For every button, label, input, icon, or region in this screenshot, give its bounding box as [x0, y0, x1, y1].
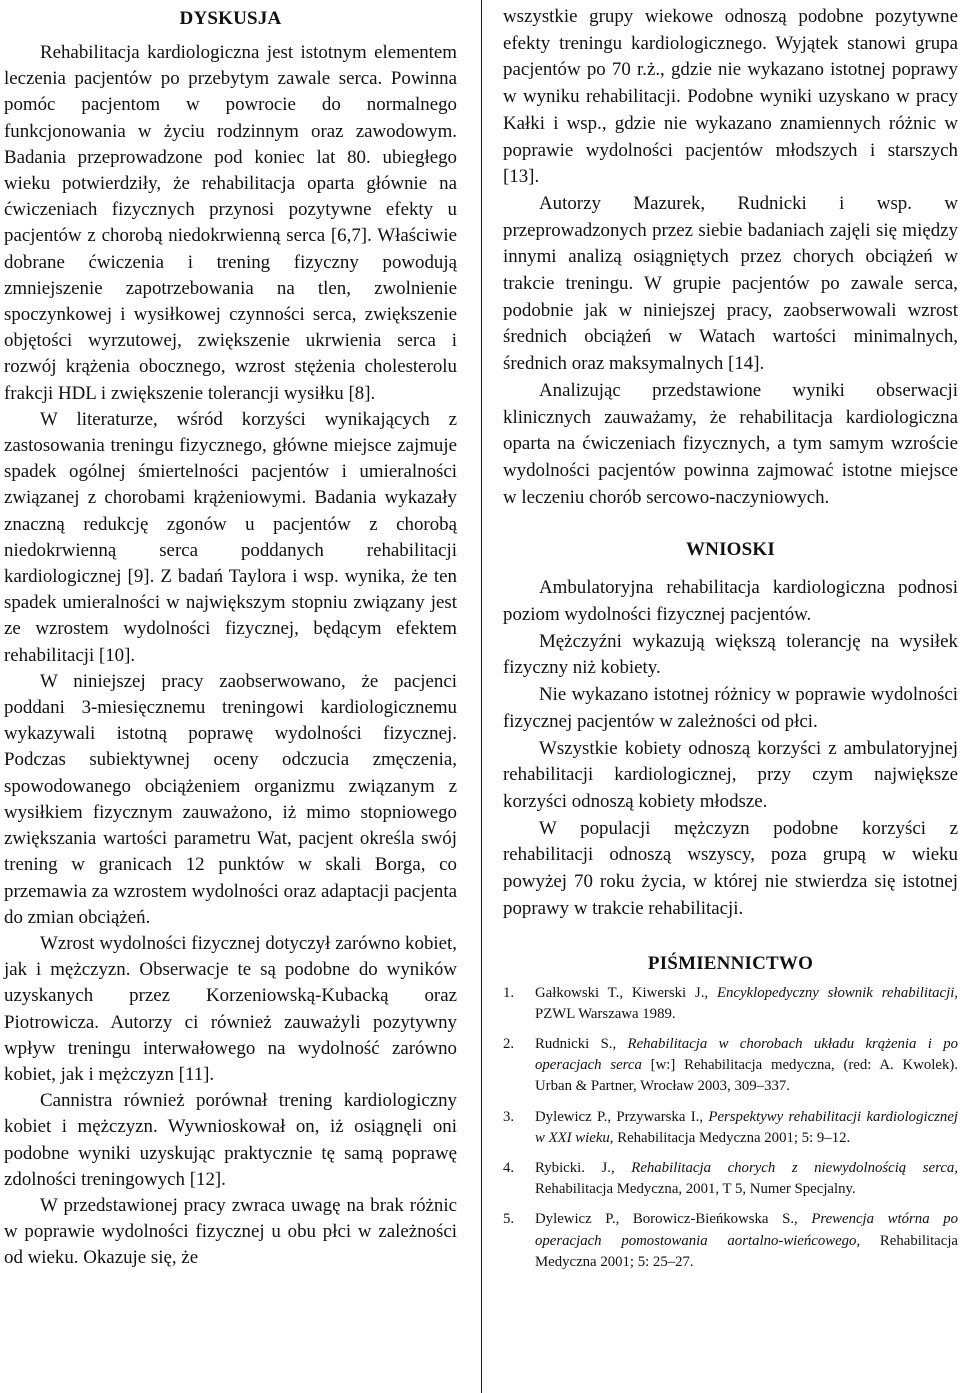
references-heading: PIŚMIENNICTWO	[647, 952, 814, 974]
reference-number: 1.	[503, 984, 515, 1001]
reference-number: 5.	[503, 1211, 515, 1228]
spacer	[503, 561, 958, 575]
reference-source: Rehabilitacja Medyczna, 2001, T 5, Numer Specjalny.	[535, 1181, 856, 1198]
spacer	[503, 511, 958, 539]
column-divider	[481, 0, 482, 1393]
reference-source: [w:] Rehabilitacja medyczna, (red: A. Kwolek). Urban & Partner, Wrocław 2003, 309–337.	[535, 1057, 959, 1095]
reference-source: PZWL Warszawa 1989.	[535, 1005, 676, 1022]
reference-authors: Dylewicz P., Borowicz-Bieńkowska S.,	[535, 1211, 812, 1228]
discussion-paragraph: Wzrost wydolności fizycznej dotyczył zarówno kobiet, jak i mężczyzn. Obserwacje te są podobne do wyników uzyskanych przez Korzeniowską-Kubacką oraz Piotrowicza. Autorzy ci również zauważyli pozytywny wpływ treningu interwałowego na wydolność zarówno kobiet, jak i mężczyzn [11].	[4, 932, 457, 1085]
right-column	[503, 4, 958, 1282]
spacer	[503, 923, 958, 953]
discussion-paragraph: W niniejszej pracy zaobserwowano, że pacjenci poddani 3-miesięcznemu treningowi kardiologicznemu wykazywali istotną poprawę wydolności fizycznej. Podczas subiektywnej oceny odczucia zmęczenia, spowodowanego obciążeniem organizmu związanym z wysiłkiem fizycznym zauważono, iż mimo stopniowego zwiększania wartości parametru Wat, pacjent określa swój trening w granicach 12 punktów w skali Borga, co przemawia za wzrostem wydolności oraz adaptacji pacjenta do zmian obciążeń.	[4, 670, 457, 928]
reference-title: Rehabilitacja chorych z niewydolnością serca,	[631, 1159, 958, 1176]
reference-number: 4.	[503, 1159, 515, 1176]
reference-number: 2.	[503, 1035, 515, 1052]
reference-number: 3.	[503, 1108, 515, 1125]
reference-source: Rehabilitacja Medyczna 2001; 5: 25–27.	[535, 1232, 958, 1270]
reference-title: Encyklopedyczny słownik rehabilitacji,	[716, 984, 958, 1001]
discussion-paragraph: W literaturze, wśród korzyści wynikających z zastosowania treningu fizycznego, główne miejsce zajmuje spadek ogólnej śmiertelności pacjentów i umieralności związanej z chorobami krążeniowymi. Badania wykazały znaczną redukcję zgonów u pacjentów z chorobą niedokrwienną serca poddanych rehabilitacji kardiologicznej [9]. Z badań Taylora i wsp. wynika, że ten spadek umieralności w największym stopniu związany jest ze wzrostem wydolności fizycznej, będącym efektem rehabilitacji [10].	[4, 408, 457, 666]
discussion-paragraph-continued: wszystkie grupy wiekowe odnoszą podobne pozytywne efekty treningu kardiologicznego. Wyjątek stanowi grupa pacjentów po 70 r.ż., gdzie nie wykazano istotnej poprawy w wyniku rehabilitacji. Podobne wyniki uzyskano w pracy Kałki i wsp., gdzie nie wykazano znamiennych różnic w poprawie wydolności pacjentów młodszych i starszych [13].	[503, 6, 958, 188]
reference-authors: Rybicki. J.,	[535, 1159, 632, 1176]
conclusions-heading: WNIOSKI	[685, 539, 776, 561]
conclusion-item: W populacji mężczyzn podobne korzyści z rehabilitacji odnoszą wszyscy, poza grupą w wieku powyżej 70 roku życia, w której nie stwierdza się istotnej poprawy w trakcie rehabilitacji.	[503, 817, 958, 919]
discussion-paragraph: Autorzy Mazurek, Rudnicki i wsp. w przeprowadzonych przez siebie badaniach zajęli się między innymi analizą osiągniętych przez chorych obciążeń w trakcie treningu. W grupie pacjentów po zawale serca, podobnie jak w niniejszej pracy, zaobserwowali wzrost średnich obciążeń w Watach wartości minimalnych, średnich oraz maksymalnych [14].	[503, 192, 958, 375]
reference-item	[503, 1158, 958, 1200]
discussion-paragraph: Rehabilitacja kardiologiczna jest istotnym elementem leczenia pacjentów po przebytym zawale serca. Powinna pomóc pacjentom w powrocie do normalnego funkcjonowania w życiu rodzinnym oraz zawodowym. Badania przeprowadzone pod koniec lat 80. ubiegłego wieku potwierdziły, że rehabilitacja oparta głównie na ćwiczeniach fizycznych przynosi pozytywne efekty u pacjentów z chorobą niedokrwienną serca [6,7]. Właściwie dobrane ćwiczenia i trening fizyczny powodują zmniejszenie zapotrzebowania na tlen, zwolnienie spoczynkowej i wysiłkowej czynności serca, zwiększenie objętości wyrzutowej, zwiększenie ukrwienia serca i rozwój krążenia obocznego, wzrost stężenia cholesterolu frakcji HDL i zwiększenie tolerancji wysiłku [8].	[4, 42, 457, 404]
reference-item	[503, 1107, 958, 1149]
conclusion-item: Nie wykazano istotnej różnicy w poprawie wydolności fizycznej pacjentów w zależności od płci.	[503, 684, 958, 732]
discussion-paragraph: Analizując przedstawione wyniki obserwacji klinicznych zauważamy, że rehabilitacja kardiologiczna oparta na ćwiczeniach fizycznych, a tym samym wzroście wydolności pacjentów powinna zajmować istotne miejsce w leczeniu chorób sercowo-naczyniowych.	[503, 379, 958, 508]
discussion-paragraph: Cannistra również porównał trening kardiologiczny kobiet i mężczyzn. Wywnioskował on, iż osiągnęli oni podobne wyniki uzyskując praktycznie tę samą poprawę zdolności treningowych [12].	[4, 1090, 457, 1190]
reference-title: Rehabilitacja w chorobach układu krążenia i po operacjach serca	[535, 1035, 958, 1074]
references-list	[503, 983, 958, 1273]
left-column	[4, 4, 457, 1272]
reference-authors: Gałkowski T., Kiwerski J.,	[535, 984, 717, 1001]
reference-title: Perspektywy rehabilitacji kardiologicznej w XXI wieku,	[535, 1108, 958, 1146]
discussion-paragraph: W przedstawionej pracy zwraca uwagę na brak różnic w poprawie wydolności fizycznej u obu płci w zależności od wieku. Okazuje się, że	[4, 1194, 457, 1269]
conclusion-item: Ambulatoryjna rehabilitacja kardiologiczna podnosi poziom wydolności fizycznej pacjentów.	[503, 577, 958, 626]
conclusion-item: Mężczyźni wykazują większą tolerancję na wysiłek fizyczny niż kobiety.	[503, 630, 958, 679]
reference-item	[503, 1209, 958, 1273]
reference-authors: Rudnicki S.,	[535, 1035, 628, 1052]
reference-authors: Dylewicz P., Przywarska I.,	[535, 1108, 709, 1125]
discussion-heading: DYSKUSJA	[179, 8, 282, 29]
reference-source: Rehabilitacja Medyczna 2001; 5: 9–12.	[613, 1129, 851, 1146]
reference-item	[503, 983, 958, 1025]
conclusion-item: Wszystkie kobiety odnoszą korzyści z ambulatoryjnej rehabilitacji kardiologicznej, przy czym największe korzyści odnoszą kobiety młodsze.	[503, 737, 958, 812]
reference-item	[503, 1034, 958, 1098]
reference-title: Prewencja wtórna po operacjach pomostowania aortalno-wieńcowego,	[535, 1211, 959, 1249]
